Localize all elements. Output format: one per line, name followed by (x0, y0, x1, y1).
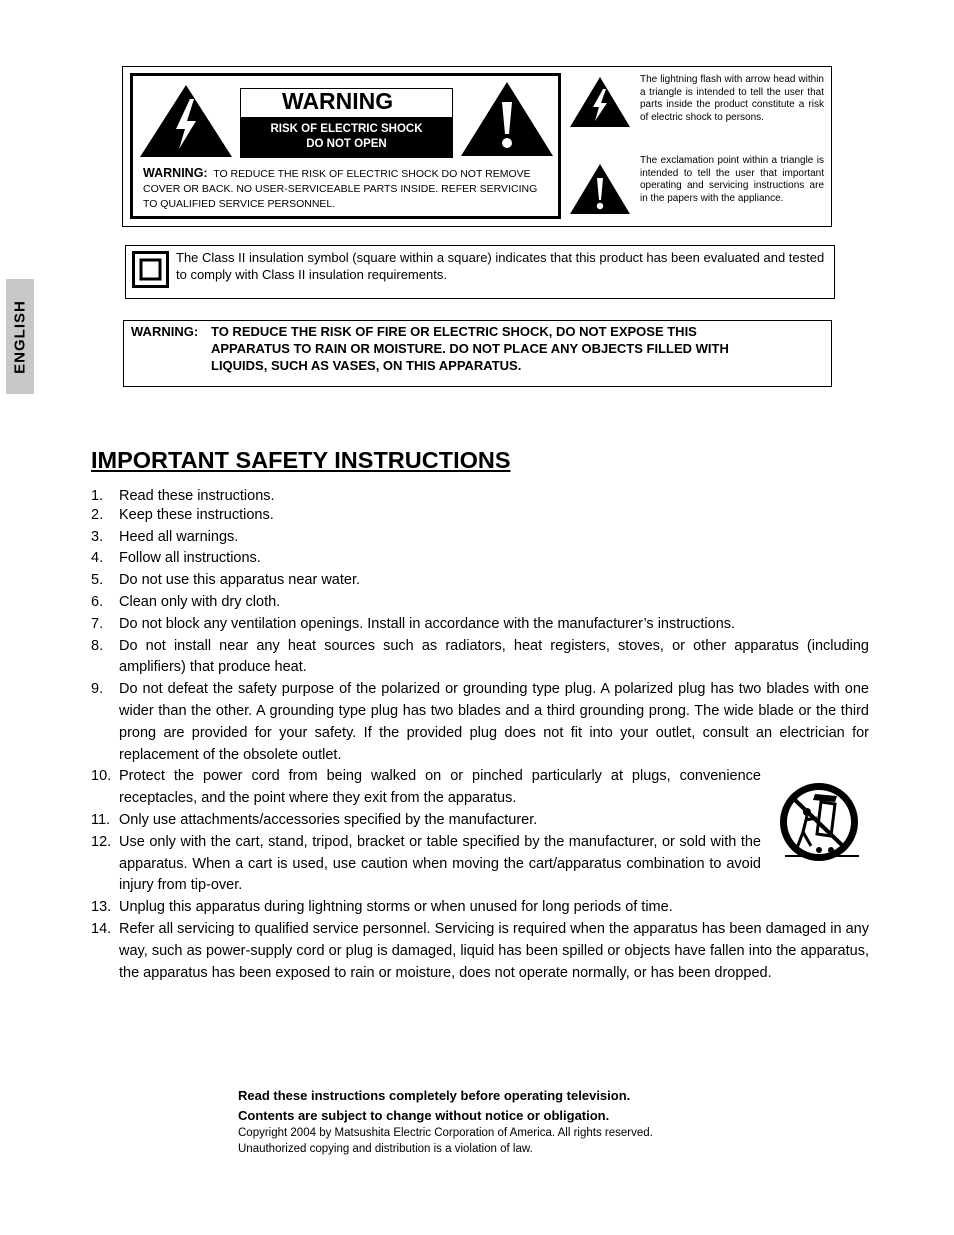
fire-warning-label: WARNING: (131, 324, 199, 339)
list-item-number: 8. (91, 637, 104, 654)
lightning-triangle-icon (138, 83, 234, 159)
fire-warning-line-1: TO REDUCE THE RISK OF FIRE OR ELECTRIC SHOCK, DO NOT EXPOSE THIS (211, 324, 697, 339)
list-item-text: Read these instructions. (119, 488, 275, 504)
list-item (91, 592, 869, 614)
list-item (91, 919, 869, 984)
class2-insulation-icon (132, 251, 169, 288)
list-item-text: Clean only with dry cloth. (119, 593, 281, 610)
list-item-number: 1. (91, 488, 104, 504)
footer-contents-notice: Contents are subject to change without notice or obligation. (238, 1108, 610, 1123)
list-item-number: 13. (91, 899, 112, 916)
list-item-text: Do not defeat the safety purpose of the polarized or grounding type plug. A polarized plug has two blades with one wider than the other. A grounding type plug has two blades and a third grounding prong. The wide blade or the third prong are provided for your safety. If the provided plug does not fit into your outlet, consult an electrician for replacement of the obsolete outlet. (119, 681, 869, 763)
warning-small-label: WARNING: (143, 166, 208, 180)
lightning-symbol-icon (568, 75, 632, 129)
list-item-number: 3. (91, 528, 104, 545)
risk-line-2: DO NOT OPEN (306, 138, 387, 150)
footer-copyright-line-2: Unauthorized copying and distribution is a violation of law. (238, 1142, 533, 1155)
list-item (91, 679, 869, 766)
language-tab-label: ENGLISH (11, 299, 29, 374)
list-item-number: 4. (91, 550, 104, 567)
list-item-text: Keep these instructions. (119, 506, 274, 523)
list-item-number: 12. (91, 833, 112, 850)
list-item-text: Heed all warnings. (119, 528, 239, 545)
footer-copyright-line-1: Copyright 2004 by Matsushita Electric Corporation of America. All rights reserved. (238, 1127, 653, 1139)
list-item-number: 5. (91, 572, 104, 589)
list-item (91, 548, 869, 570)
list-item-number: 6. (91, 593, 104, 610)
warning-small-line-1: TO REDUCE THE RISK OF ELECTRIC SHOCK DO NOT REMOVE (213, 168, 531, 180)
exclamation-symbol-icon (568, 162, 632, 216)
warning-title: WARNING (282, 88, 394, 114)
warning-small-line-2: COVER OR BACK. NO USER-SERVICEABLE PARTS INSIDE. REFER SERVICING (143, 183, 538, 195)
list-item (91, 527, 869, 549)
list-item-text: Follow all instructions. (119, 550, 261, 567)
footer-read-instructions: Read these instructions completely before operating television. (238, 1088, 631, 1103)
fire-warning-text (211, 323, 821, 374)
risk-line-1: RISK OF ELECTRIC SHOCK (270, 123, 423, 135)
list-item-number: 10. (91, 768, 112, 785)
list-item-text: Refer all servicing to qualified service personnel. Servicing is required when the apparatus has been damaged in any way, such as power-supply cord or plug is damaged, liquid has been spilled or objects have fallen into the apparatus, the apparatus has been exposed to rain or moisture, does not operate normally, or has been dropped. (119, 920, 869, 981)
risk-of-shock-label (240, 117, 453, 158)
list-item-text: Do not use this apparatus near water. (119, 572, 361, 589)
class2-description: The Class II insulation symbol (square within a square) indicates that this product has been evaluated and tested to comply with Class II insulation requirements. (176, 250, 825, 282)
instructions-list (91, 486, 869, 984)
language-tab (6, 279, 34, 394)
footer-notice (238, 1086, 630, 1126)
fire-warning-line-2: APPARATUS TO RAIN OR MOISTURE. DO NOT PLACE ANY OBJECTS FILLED WITH (211, 341, 729, 356)
list-item-number: 2. (91, 506, 104, 523)
list-item (91, 897, 869, 919)
list-item (91, 505, 869, 527)
list-item-number: 14. (91, 920, 112, 937)
list-item (91, 766, 761, 810)
page-title: IMPORTANT SAFETY INSTRUCTIONS (91, 447, 511, 473)
list-item (91, 832, 761, 897)
warning-small-line-3: TO QUALIFIED SERVICE PERSONNEL. (143, 198, 336, 210)
exclamation-symbol-description: The exclamation point within a triangle is intended to tell the user that important operating and servicing instructions are in the papers with the appliance. (640, 155, 824, 204)
list-item-text: Use only with the cart, stand, tripod, bracket or table specified by the manufacturer, or sold with the apparatus. When a cart is used, use caution when moving the cart/apparatus combination to avoid injury from tip-over. (119, 833, 761, 894)
list-item-text: Do not install near any heat sources such as radiators, heat registers, stoves, or other apparatus (including amplifiers) that produce heat. (119, 637, 869, 676)
list-item-text: Protect the power cord from being walked on or pinched particularly at plugs, convenience receptacles, and the point where they exit from the apparatus. (119, 768, 761, 807)
lightning-symbol-description: The lightning flash with arrow head within a triangle is intended to tell the user that parts inside the product constitute a risk of electric shock to persons. (640, 74, 824, 123)
warning-small-text (143, 166, 555, 212)
list-item (91, 810, 761, 832)
fire-warning-line-3: LIQUIDS, SUCH AS VASES, ON THIS APPARATUS. (211, 358, 522, 373)
list-item-text: Only use attachments/accessories specified by the manufacturer. (119, 811, 538, 828)
list-item (91, 614, 869, 636)
list-item (91, 570, 869, 592)
exclamation-triangle-icon (459, 80, 555, 158)
footer-copyright (238, 1126, 653, 1157)
cart-tipover-icon (777, 780, 861, 864)
list-item-number: 9. (91, 681, 104, 698)
list-item-number: 11. (91, 811, 111, 828)
list-item-text: Unplug this apparatus during lightning storms or when unused for long periods of time. (119, 899, 673, 916)
list-item (91, 636, 869, 680)
list-item-number: 7. (91, 615, 104, 632)
list-item-text: Do not block any ventilation openings. Install in accordance with the manufacturer’s instructions. (119, 615, 736, 632)
